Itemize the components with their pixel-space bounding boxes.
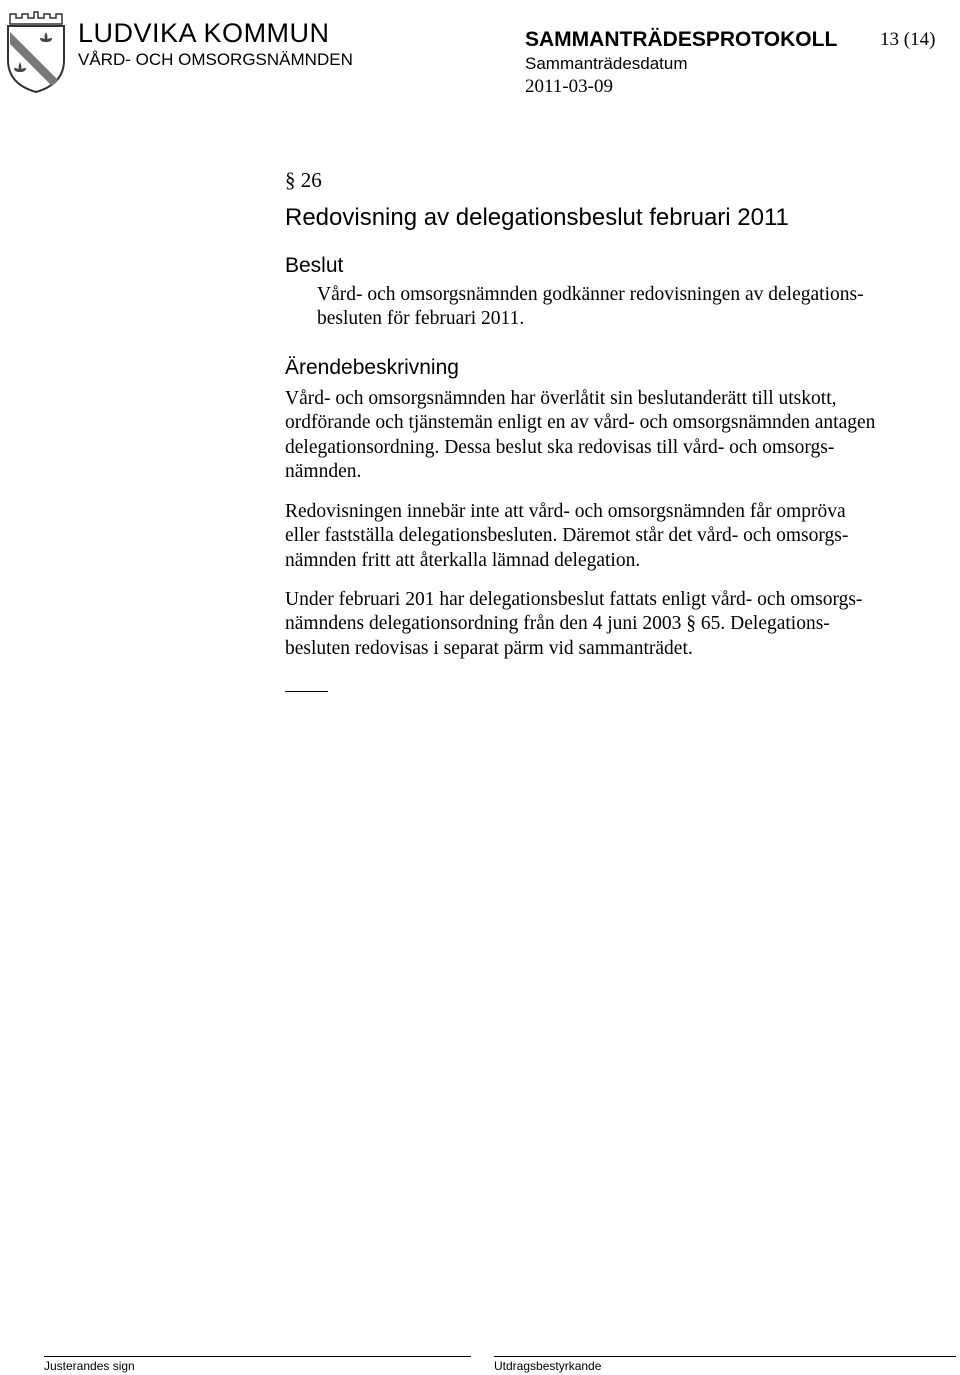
section-title: Redovisning av delegationsbeslut februari 2011 [285, 204, 789, 231]
decision-text [317, 283, 864, 332]
page-number: 13 (14) [880, 29, 936, 50]
footer-rule-right [494, 1356, 956, 1357]
meeting-date: 2011-03-09 [525, 76, 613, 97]
organization-name: LUDVIKA KOMMUN [78, 18, 330, 48]
description-paragraph [285, 588, 862, 661]
text-line: delegationsordning. Dessa beslut ska redovisas till vård- och omsorgs- [285, 436, 835, 458]
text-line: besluten för februari 2011. [317, 308, 525, 330]
text-line: ordförande och tjänstemän enligt en av vård- och omsorgsnämnden antagen [285, 412, 876, 434]
section-end-rule [285, 691, 328, 692]
decision-heading: Beslut [285, 254, 344, 277]
paragraph-number: § 26 [285, 168, 322, 192]
description-paragraph [285, 387, 875, 484]
text-line: nämnden. [285, 460, 362, 482]
text-line: Vård- och omsorgsnämnden godkänner redovisningen av delegations- [317, 284, 864, 305]
meeting-date-label: Sammanträdesdatum [525, 54, 688, 73]
text-line: Redovisningen innebär inte att vård- och omsorgsnämnden får ompröva [285, 501, 846, 522]
certification-label: Utdragsbestyrkande [494, 1359, 602, 1373]
footer-rule-left [44, 1356, 471, 1357]
text-line: eller fastställa delegationsbesluten. Däremot står det vård- och omsorgs- [285, 525, 849, 547]
text-line: nämndens delegationsordning från den 4 juni 2003 § 65. Delegations- [285, 613, 830, 635]
organization-unit: VÅRD- OCH OMSORGSNÄMNDEN [78, 50, 353, 69]
signature-label: Justerandes sign [44, 1359, 135, 1373]
municipal-coat-of-arms-icon [2, 10, 70, 94]
document-type: SAMMANTRÄDESPROTOKOLL [525, 28, 838, 51]
description-paragraph [285, 500, 848, 573]
text-line: Vård- och omsorgsnämnden har överlåtit sin beslutanderätt till utskott, [285, 388, 837, 409]
description-heading: Ärendebeskrivning [285, 356, 459, 379]
text-line: besluten redovisas i separat pärm vid sammanträdet. [285, 637, 693, 659]
text-line: nämnden fritt att återkalla lämnad delegation. [285, 549, 641, 571]
text-line: Under februari 201 har delegationsbeslut fattats enligt vård- och omsorgs- [285, 589, 863, 610]
